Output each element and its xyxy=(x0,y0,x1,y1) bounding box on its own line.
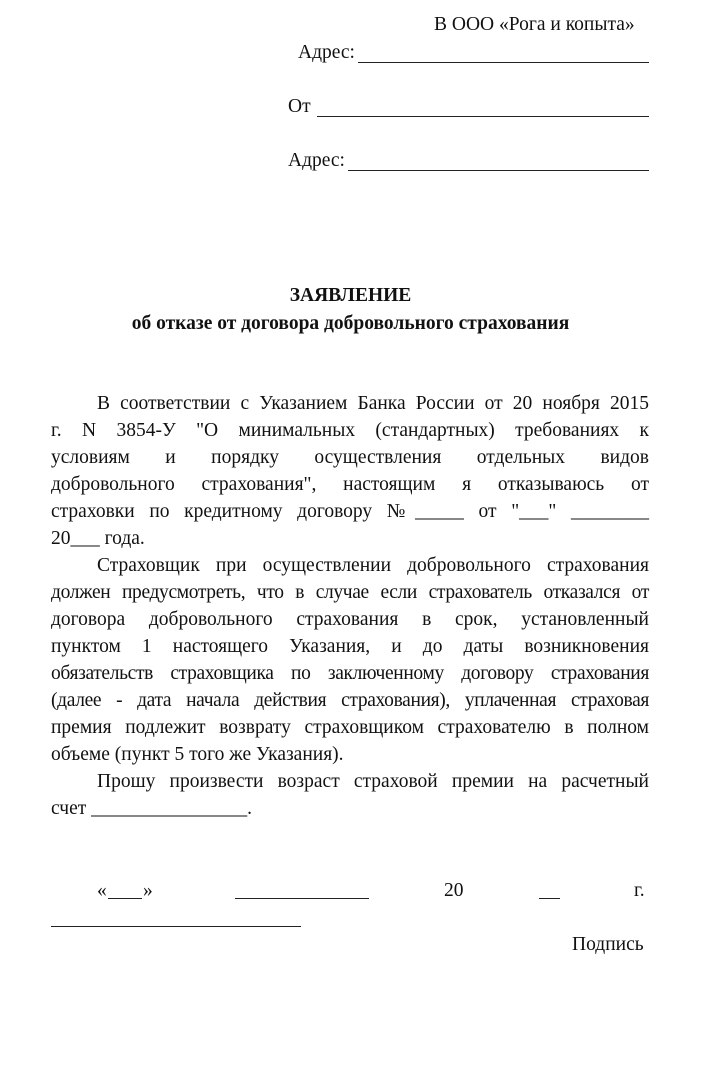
recipient: В ООО «Рога и копыта» xyxy=(434,14,635,35)
signature-label: Подпись xyxy=(572,934,644,955)
sender-address-label: Адрес: xyxy=(288,150,345,171)
paragraph-line: договора добровольного страхования в срок, установленный xyxy=(51,609,649,630)
signature-field[interactable] xyxy=(51,926,301,927)
sender-address-field[interactable] xyxy=(348,170,649,171)
paragraph-line: страховки по кредитному договору №_____ от "___" ________ xyxy=(51,501,649,522)
date-year-field[interactable] xyxy=(539,898,560,899)
year-prefix: 20 xyxy=(444,880,464,901)
paragraph-line: премия подлежит возврату страховщиком страхователю в полном xyxy=(51,717,649,738)
paragraph-line: пунктом 1 настоящего Указания, и до даты возникновения xyxy=(51,636,649,657)
document-subtitle: об отказе от договора добровольного страхования xyxy=(131,313,570,334)
paragraph-line: обязательств страховщика по заключенному договору страхования xyxy=(51,663,649,684)
paragraph-line: г. N 3854-У "О минимальных (стандартных) требованиях к xyxy=(51,420,649,441)
paragraph-line: счет ________________. xyxy=(51,798,252,819)
document-title: ЗАЯВЛЕНИЕ xyxy=(289,285,412,306)
from-field[interactable] xyxy=(317,116,649,117)
year-suffix: г. xyxy=(634,880,645,901)
paragraph-line: добровольного страхования", настоящим я отказываюсь от xyxy=(51,474,649,495)
paragraph-line: В соответствии с Указанием Банка России от 20 ноября 2015 xyxy=(97,393,649,414)
date-close-quote: » xyxy=(143,880,153,901)
paragraph-line: условиям и порядку осуществления отдельных видов xyxy=(51,447,649,468)
paragraph-line: (далее - дата начала действия страхования), уплаченная страховая xyxy=(51,690,649,711)
date-open-quote: « xyxy=(97,880,107,901)
paragraph-line: 20___ года. xyxy=(51,528,145,549)
paragraph-line: объеме (пункт 5 того же Указания). xyxy=(51,744,344,765)
paragraph-line: должен предусмотреть, что в случае если страхователь отказался от xyxy=(51,582,649,603)
date-month-field[interactable] xyxy=(235,898,369,899)
paragraph-line: Страховщик при осуществлении добровольного страхования xyxy=(97,555,649,576)
from-label: От xyxy=(288,96,311,117)
paragraph-line: Прошу произвести возраст страховой премии на расчетный xyxy=(97,771,649,792)
recipient-address-field[interactable] xyxy=(358,62,649,63)
date-day-field[interactable] xyxy=(108,898,142,899)
recipient-address-label: Адрес: xyxy=(298,42,355,63)
